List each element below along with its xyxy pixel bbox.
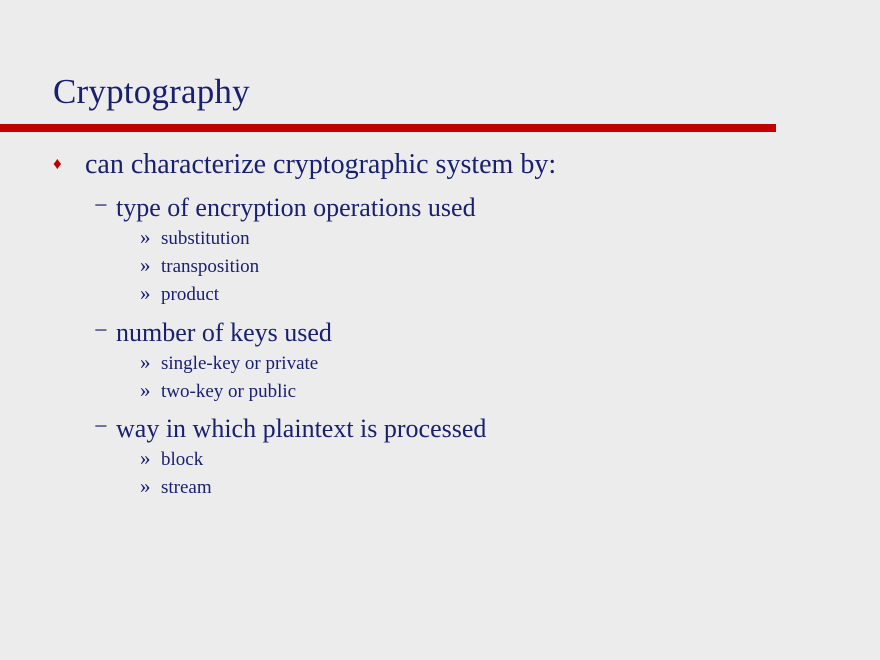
- title-divider: [0, 124, 776, 132]
- list-item-label: product: [161, 283, 220, 305]
- sub-list-plaintext-processing: [0, 413, 880, 500]
- list-item: [0, 148, 880, 182]
- list-item-label: substitution: [161, 228, 250, 250]
- bullet-marker-level2: −: [94, 317, 108, 344]
- bullet-marker-level3: »: [140, 377, 151, 402]
- list-item-label: can characterize cryptographic system by:: [85, 149, 557, 180]
- list-item: [0, 255, 880, 279]
- page-title: Cryptography: [53, 72, 250, 111]
- list-item: [0, 377, 880, 404]
- bullet-marker-level3: »: [140, 446, 151, 471]
- slide-body: [0, 140, 880, 500]
- bullet-marker-level3: »: [140, 349, 151, 374]
- list-item-label: two-key or public: [161, 380, 297, 402]
- list-item-label: number of keys used: [116, 317, 332, 347]
- bullet-marker-level3: »: [140, 253, 151, 278]
- sub-list-number-of-keys: [0, 317, 880, 404]
- bullet-marker-level3: »: [140, 474, 151, 499]
- list-item-label: block: [161, 449, 204, 471]
- list-item: [0, 448, 880, 472]
- list-item-label: transposition: [161, 256, 260, 278]
- sub-list-type-of-encryption: [0, 192, 880, 306]
- bullet-marker-level3: »: [140, 225, 151, 250]
- bullet-marker-level2: −: [94, 193, 108, 220]
- list-item-label: single-key or private: [161, 352, 319, 374]
- list-item: [0, 413, 880, 444]
- list-item: [0, 476, 880, 500]
- list-item-label: stream: [161, 477, 212, 499]
- bullet-marker-level3: »: [140, 280, 151, 305]
- bullet-marker-level2: −: [94, 414, 108, 441]
- list-item-label: type of encryption operations used: [116, 193, 476, 223]
- bullet-marker-level1: ♦: [53, 154, 62, 173]
- list-item-label: way in which plaintext is processed: [116, 414, 487, 444]
- list-item: [0, 349, 880, 376]
- list-item: [0, 227, 880, 251]
- list-item: [0, 317, 880, 348]
- list-item: [0, 280, 880, 307]
- list-item: [0, 192, 880, 223]
